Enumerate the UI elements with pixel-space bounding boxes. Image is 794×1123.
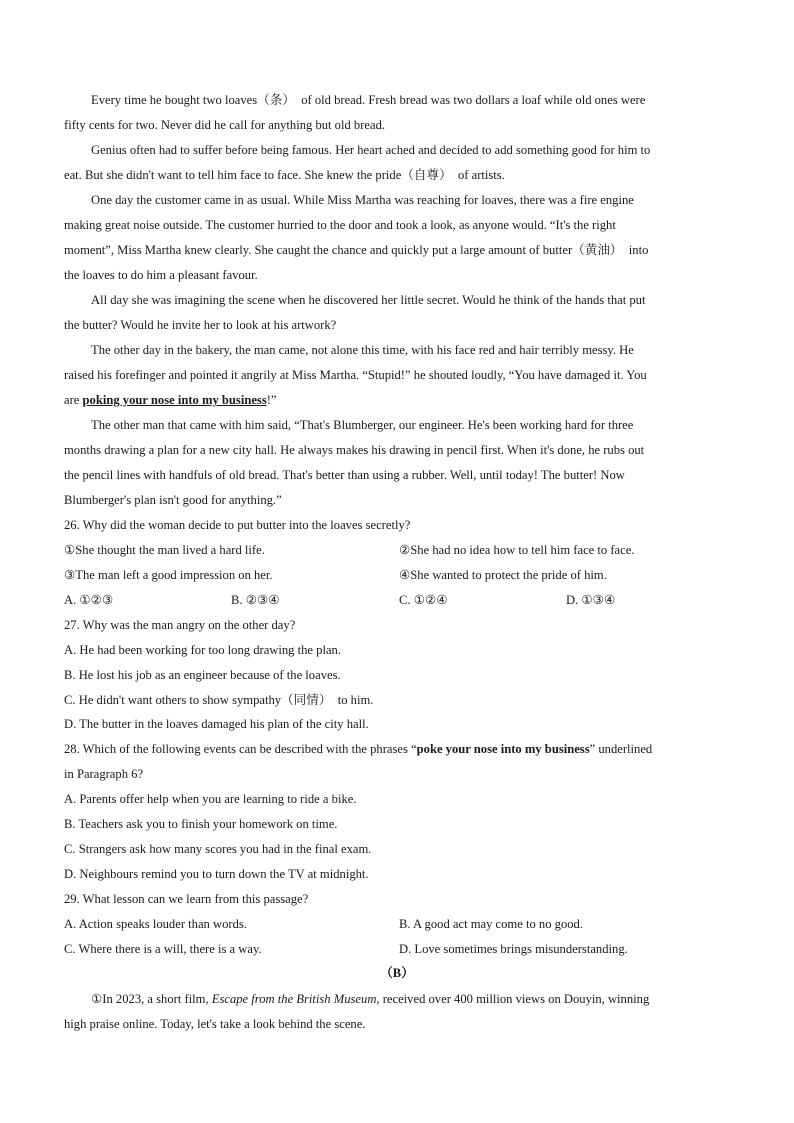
line-prefix: are: [64, 393, 83, 407]
film-title: Escape from the British Museum: [211, 992, 377, 1006]
q26-option-b: B. ②③④: [231, 593, 280, 607]
passage-line: Genius often had to suffer before being famous. Her heart ached and decided to add something good for him to: [91, 143, 651, 157]
stem-prefix: 28. Which of the following events can be described with the phrases “: [64, 742, 417, 756]
passage-line: All day she was imagining the scene when he discovered her little secret. Would he think of the hands that put: [91, 293, 646, 307]
passage-line: The other day in the bakery, the man came, not alone this time, with his face red and hair terribly messy. He: [91, 343, 634, 357]
section-b-heading: （B）: [380, 966, 414, 980]
para-prefix: ①In 2023, a short film,: [91, 992, 212, 1006]
passage-line-with-underline: [64, 392, 277, 408]
q29-option-d: D. Love sometimes brings misunderstanding.: [399, 942, 628, 956]
passage-line: the loaves to do him a pleasant favour.: [64, 268, 258, 282]
q26-statement-4: ④She wanted to protect the pride of him.: [399, 568, 607, 582]
q27-option-c: C. He didn't want others to show sympathy（同情） to him.: [64, 693, 374, 707]
q28-option-c: C. Strangers ask how many scores you had in the final exam.: [64, 842, 372, 856]
q28-option-b: B. Teachers ask you to finish your homework on time.: [64, 817, 338, 831]
passage-line: months drawing a plan for a new city hall. He always makes his drawing in pencil first. When it's done, he rubs out: [64, 443, 645, 457]
question-29-stem: 29. What lesson can we learn from this passage?: [64, 892, 309, 906]
q27-option-b: B. He lost his job as an engineer because of the loaves.: [64, 668, 341, 682]
q26-statement-2: ②She had no idea how to tell him face to face.: [399, 543, 635, 557]
q26-statement-3: ③The man left a good impression on her.: [64, 568, 273, 582]
q29-option-b: B. A good act may come to no good.: [399, 917, 583, 931]
question-27-stem: 27. Why was the man angry on the other day?: [64, 618, 296, 632]
underlined-phrase: poking your nose into my business: [82, 393, 267, 407]
stem-suffix: ” underlined: [589, 742, 653, 756]
q29-option-c: C. Where there is a will, there is a way.: [64, 942, 262, 956]
line-suffix: !”: [266, 393, 277, 407]
passage-line: making great noise outside. The customer hurried to the door and took a look, as anyone would. “It's the right: [64, 218, 616, 232]
passage-line: raised his forefinger and pointed it angrily at Miss Martha. “Stupid!” he shouted loudly, “You have damaged it. You: [64, 368, 647, 382]
question-28-stem: [64, 741, 652, 757]
question-26-stem: 26. Why did the woman decide to put butter into the loaves secretly?: [64, 518, 411, 532]
passage-line: One day the customer came in as usual. While Miss Martha was reaching for loaves, there was a fire engine: [91, 193, 634, 207]
passage-line: The other man that came with him said, “That's Blumberger, our engineer. He's been working hard for three: [91, 418, 634, 432]
q27-option-d: D. The butter in the loaves damaged his plan of the city hall.: [64, 717, 369, 731]
q26-option-d: D. ①③④: [566, 593, 616, 607]
question-28-stem-line2: in Paragraph 6?: [64, 767, 144, 781]
bold-phrase: poke your nose into my business: [416, 742, 590, 756]
q27-option-a: A. He had been working for too long drawing the plan.: [64, 643, 341, 657]
q28-option-a: A. Parents offer help when you are learning to ride a bike.: [64, 792, 357, 806]
para-suffix: , received over 400 million views on Douyin, winning: [376, 992, 650, 1006]
q29-option-a: A. Action speaks louder than words.: [64, 917, 247, 931]
passage-line: moment”, Miss Martha knew clearly. She caught the chance and quickly put a large amount of butter（黄油） into: [64, 243, 649, 257]
section-b-paragraph-1: [91, 991, 649, 1007]
passage-line: the butter? Would he invite her to look at his artwork?: [64, 318, 337, 332]
q26-statement-1: ①She thought the man lived a hard life.: [64, 543, 265, 557]
passage-line: fifty cents for two. Never did he call for anything but old bread.: [64, 118, 386, 132]
passage-line: Blumberger's plan isn't good for anything.”: [64, 493, 282, 507]
passage-line: Every time he bought two loaves（条） of old bread. Fresh bread was two dollars a loaf while old ones were: [91, 93, 646, 107]
passage-line: the pencil lines with handfuls of old bread. That's better than using a rubber. Well, until today! The butter! Now: [64, 468, 625, 482]
q26-option-c: C. ①②④: [399, 593, 448, 607]
passage-line: eat. But she didn't want to tell him face to face. She knew the pride（自尊） of artists.: [64, 168, 505, 182]
q28-option-d: D. Neighbours remind you to turn down the TV at midnight.: [64, 867, 369, 881]
section-b-paragraph-1-line2: high praise online. Today, let's take a look behind the scene.: [64, 1017, 366, 1031]
q26-option-a: A. ①②③: [64, 593, 114, 607]
